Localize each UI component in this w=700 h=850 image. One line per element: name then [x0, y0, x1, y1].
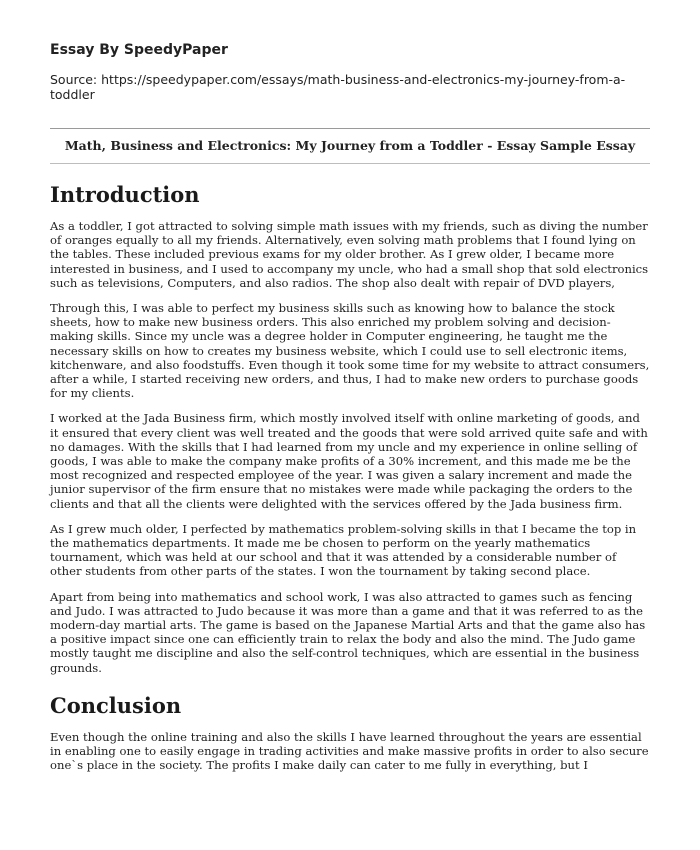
paragraph: I worked at the Jada Business firm, which mostly involved itself with online marketing of goods, and it ensured that every client was well treated and the goods that were sold arrived quite safe and with no damages. With the skills that I had learned from my uncle and my experience in online selling of goods, I was able to make the company make profits of a 30% increment, and this made me be the most recognized and respected employee of the year. I was given a salary increment and made the junior supervisor of the firm ensure that no mistakes were made while packaging the orders to the clients and that all the clients were delighted with the services offered by the Jada business firm.	[50, 411, 648, 511]
source-link[interactable]: Source: https://speedypaper.com/essays/math-business-and-electronics-my-journey-from-a-toddler	[50, 72, 626, 102]
paragraph: As a toddler, I got attracted to solving simple math issues with my friends, such as diving the number of oranges equally to all my friends. Alternatively, even solving math problems that I found lying on the tables. These included previous exams for my older brother. As I grew older, I became more interested in business, and I used to accompany my uncle, who had a small shop that sold electronics such as televisions, Computers, and also radios. The shop also dealt with repair of DVD players,	[50, 219, 649, 290]
paragraph: Even though the online training and also the skills I have learned throughout the years are essential in enabling one to easily engage in trading activities and make massive profits in order to also secure one`s place in the society. The profits I make daily can cater to me fully in everything, but I	[50, 729, 649, 773]
brand-label: Essay By SpeedyPaper	[50, 42, 228, 58]
essay-body	[0, 182, 700, 773]
source-line	[50, 72, 650, 102]
paragraph: As I grew much older, I perfected by mathematics problem-solving skills in that I became the top in the mathematics departments. It made me be chosen to perform on the yearly mathematics tournament, which was held at our school and that it was attended by a considerable number of other students from other parts of the states. I won the tournament by taking second place.	[50, 521, 637, 579]
paragraph: Through this, I was able to perfect my business skills such as knowing how to balance the stock sheets, how to make new business orders. This also enriched my problem solving and decision-making skills. Since my uncle was a degree holder in Computer engineering, he taught me the necessary skills on how to creates my business website, which I could use to sell electronic items, kitchenware, and also foodstuffs. Even though it took some time for my website to attract consumers, after a while, I started receiving new orders, and thus, I had to make new orders to purchase goods for my clients.	[50, 301, 650, 401]
paragraph: Apart from being into mathematics and school work, I was also attracted to games such as fencing and Judo. I was attracted to Judo because it was more than a game and that it was referred to as the modern-day martial arts. The game is based on the Japanese Martial Arts and that the game also has a positive impact since one can efficiently train to relax the body and also the mind. The Judo game mostly taught me discipline and also the self-control techniques, which are essential in the business grounds.	[50, 589, 646, 675]
header-divider	[50, 128, 650, 129]
title-divider	[50, 163, 650, 164]
section-heading-conclusion: Conclusion	[50, 692, 182, 718]
document-title: Math, Business and Electronics: My Journey from a Toddler - Essay Sample Essay	[64, 138, 636, 153]
section-heading-introduction: Introduction	[50, 182, 200, 207]
page-header	[0, 0, 700, 102]
